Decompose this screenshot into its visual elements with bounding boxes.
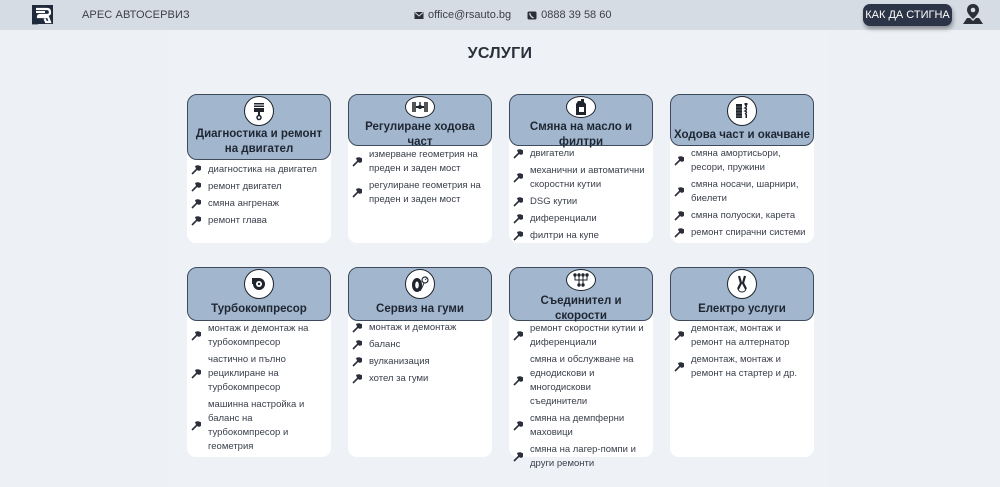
map-pin-icon[interactable] — [960, 3, 986, 25]
list-item: монтаж и демонтаж на турбокомпресор — [191, 322, 327, 350]
wrench-icon — [513, 214, 523, 224]
card-header — [187, 267, 331, 321]
list-item: диагностика на двигател — [191, 163, 327, 177]
list-item: смяна и обслужване на еднодискови и многодискови съединители — [513, 353, 649, 409]
service-card-alignment — [348, 94, 492, 243]
wrench-icon — [674, 211, 684, 221]
service-card-turbo — [187, 267, 331, 457]
service-list — [348, 321, 492, 386]
list-item: частично и пълно рециклиране на турбокомпресор — [191, 353, 327, 395]
wrench-icon — [191, 182, 201, 192]
service-card-suspension — [670, 94, 814, 243]
wrench-icon — [352, 340, 362, 350]
suspension-icon — [727, 96, 757, 126]
phone-link[interactable]: 0888 39 58 60 — [541, 9, 612, 21]
card-header — [509, 94, 653, 146]
card-title: Електро услуги — [698, 303, 786, 315]
card-header — [348, 267, 492, 321]
list-item: ремонт спирачни системи — [674, 226, 810, 240]
wrench-icon — [513, 197, 523, 207]
top-bar — [0, 0, 1000, 30]
logo-icon[interactable] — [31, 4, 54, 26]
wrench-icon — [352, 357, 362, 367]
email-link[interactable]: office@rsauto.bg — [428, 9, 512, 21]
card-header — [348, 94, 492, 146]
list-item: ремонт глава — [191, 214, 327, 228]
wrench-icon — [674, 187, 684, 197]
list-item: смяна на демпферни маховици — [513, 412, 649, 440]
wrench-icon — [191, 369, 201, 379]
list-item: машинна настройка и баланс на турбокомпресор и геометрия — [191, 398, 327, 454]
wrench-icon — [674, 156, 684, 166]
service-list — [187, 160, 331, 228]
jumper-clamp-icon — [727, 269, 757, 299]
card-header — [509, 267, 653, 321]
wrench-icon — [513, 173, 523, 183]
list-item: филтри на купе — [513, 229, 649, 243]
wrench-icon — [513, 331, 523, 341]
list-item: смяна амортисьори, ресори, пружини — [674, 147, 810, 175]
list-item: двигатели — [513, 147, 649, 161]
list-item: смяна ангренаж — [191, 197, 327, 211]
list-item: ремонт двигател — [191, 180, 327, 194]
list-item: DSG кутии — [513, 195, 649, 209]
wrench-icon — [191, 216, 201, 226]
service-list — [670, 321, 814, 381]
service-card-transmission — [509, 267, 653, 469]
list-item: смяна на лагер-помпи и други ремонти — [513, 443, 649, 471]
wrench-icon — [191, 165, 201, 175]
card-title: Регулиране ходова част — [365, 121, 475, 148]
card-title: Съединител и скорости — [540, 295, 622, 322]
brand-name[interactable]: АРЕС АВТОСЕРВИЗ — [82, 9, 190, 21]
wrench-icon — [352, 188, 362, 198]
card-title: Сервиз на гуми — [376, 303, 464, 315]
list-item: смяна носачи, шарнири, биелети — [674, 178, 810, 206]
wrench-icon — [674, 362, 684, 372]
gear-shift-icon — [566, 269, 596, 291]
card-title: Турбокомпресор — [211, 303, 307, 315]
wrench-icon — [191, 421, 201, 431]
card-title: Смяна на масло и филтри — [529, 121, 633, 148]
list-item: вулканизация — [352, 355, 488, 369]
list-item: смяна полуоски, карета — [674, 209, 810, 223]
oil-can-icon — [566, 96, 596, 118]
list-item: измерване геометрия на преден и заден мост — [352, 148, 488, 176]
contact-info — [414, 9, 611, 21]
wrench-icon — [191, 331, 201, 341]
card-header — [670, 94, 814, 146]
card-header — [670, 267, 814, 321]
service-list — [670, 146, 814, 240]
card-title: Диагностика и ремонт на двигател — [195, 128, 323, 155]
wrench-icon — [513, 376, 523, 386]
card-title: Ходова част и окачване — [674, 129, 811, 141]
wrench-icon — [513, 149, 523, 159]
piston-icon — [244, 96, 274, 126]
service-card-oil — [509, 94, 653, 243]
wrench-icon — [352, 374, 362, 384]
axle-icon — [405, 96, 435, 118]
list-item: демонтаж, монтаж и ремонт на алтернатор — [674, 322, 810, 350]
wrench-icon — [191, 199, 201, 209]
tire-gauge-icon — [405, 269, 435, 299]
service-card-tires — [348, 267, 492, 457]
directions-button[interactable]: КАК ДА СТИГНА — [863, 4, 952, 26]
page-title: УСЛУГИ — [467, 45, 533, 62]
service-list — [509, 146, 653, 243]
service-card-electrical — [670, 267, 814, 457]
service-list — [348, 146, 492, 207]
list-item: хотел за гуми — [352, 372, 488, 386]
list-item: демонтаж, монтаж и ремонт на стартер и др. — [674, 353, 810, 381]
list-item: баланс — [352, 338, 488, 352]
wrench-icon — [674, 331, 684, 341]
wrench-icon — [352, 323, 362, 333]
turbo-icon — [244, 269, 274, 299]
list-item: ремонт скоростни кутии и диференциали — [513, 322, 649, 350]
wrench-icon — [513, 231, 523, 241]
wrench-icon — [513, 452, 523, 462]
list-item: регулиране геометрия на преден и заден мост — [352, 179, 488, 207]
list-item: монтаж и демонтаж — [352, 321, 488, 335]
phone-icon — [527, 11, 537, 20]
card-header — [187, 94, 331, 160]
list-item: механични и автоматични скоростни кутии — [513, 164, 649, 192]
envelope-icon — [414, 11, 424, 20]
service-list — [509, 321, 653, 471]
wrench-icon — [513, 421, 523, 431]
wrench-icon — [352, 157, 362, 167]
service-card-engine — [187, 94, 331, 243]
service-list — [187, 321, 331, 454]
wrench-icon — [674, 228, 684, 238]
list-item: диференциали — [513, 212, 649, 226]
